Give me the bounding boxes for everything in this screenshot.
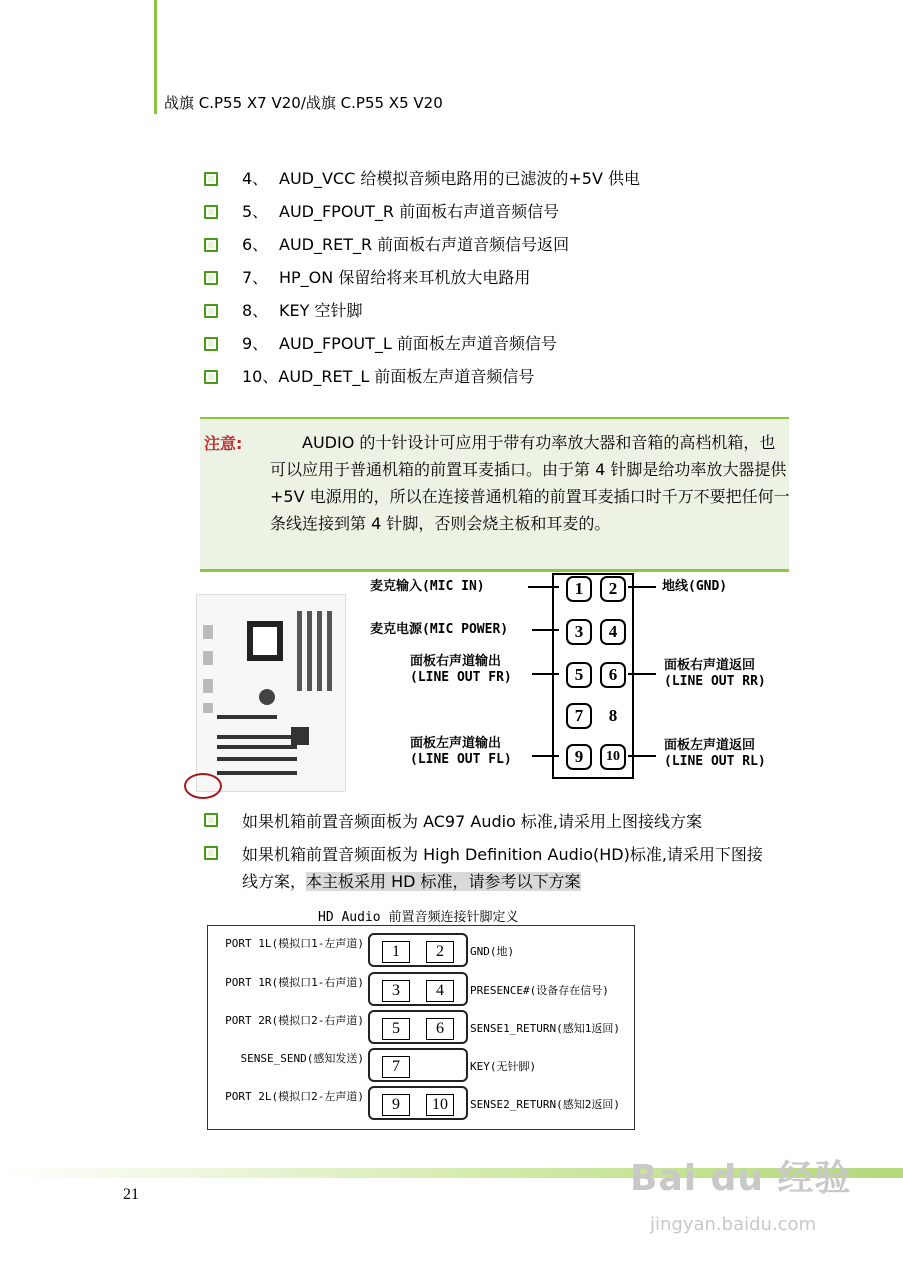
row-right-label: SENSE1_RETURN(感知1返回) — [470, 1022, 620, 1035]
label-line-out-rl-en: (LINE OUT RL) — [664, 754, 766, 769]
checkbox-bullet-icon — [204, 813, 218, 827]
row-left-label: PORT 2L(模拟口2-左声道) — [225, 1090, 364, 1103]
pin-3: 3 — [566, 619, 592, 645]
pin-cell: 7 — [382, 1056, 410, 1078]
page-number: 21 — [123, 1186, 139, 1203]
item-text: AUD_FPOUT_L 前面板左声道音频信号 — [279, 334, 557, 353]
pin-box — [368, 972, 468, 1006]
pin-box — [368, 1048, 468, 1082]
row-right-label: SENSE2_RETURN(感知2返回) — [470, 1098, 620, 1111]
pin-4: 4 — [600, 619, 626, 645]
pin-9: 9 — [566, 744, 592, 770]
item-number: 6、 — [242, 235, 269, 254]
pin-box — [368, 1086, 468, 1120]
item-number: 7、 — [242, 268, 269, 287]
table-row — [208, 1082, 634, 1118]
item-number-and-text: 10、AUD_RET_L 前面板左声道音频信号 — [242, 367, 535, 386]
pin-cell: 1 — [382, 941, 410, 963]
hd-pin-table — [207, 925, 635, 1130]
checkbox-bullet-icon — [204, 370, 218, 384]
item-text: AUD_VCC 给模拟音频电路用的已滤波的+5V 供电 — [279, 169, 640, 188]
label-line-out-fr-en: (LINE OUT FR) — [410, 670, 512, 685]
row-left-label: PORT 1L(模拟口1-左声道) — [225, 937, 364, 950]
item-text: HP_ON 保留给将来耳机放大电路用 — [279, 268, 531, 287]
pin-cell: 5 — [382, 1018, 410, 1040]
checkbox-bullet-icon — [204, 238, 218, 252]
note-body: AUDIO 的十针设计可应用于带有功率放大器和音箱的高档机箱，也可以应用于普通机箱的前置耳麦插口。由于第 4 针脚是给功率放大器提供+5V 电源用的，所以在连接普通机箱的前置耳麦插口时千万不要把任何一条线连接到第 4 针脚，否则会烧主板和耳麦的。 — [270, 433, 790, 533]
label-line-out-rr-en: (LINE OUT RR) — [664, 674, 766, 689]
item-number: 9、 — [242, 334, 269, 353]
row-left-label: SENSE_SEND(感知发送) — [240, 1052, 364, 1065]
audio-header-highlight-circle — [184, 773, 222, 799]
pin-5: 5 — [566, 662, 592, 688]
table-row — [208, 1044, 634, 1080]
item-text: AUD_RET_R 前面板右声道音频信号返回 — [279, 235, 570, 254]
pin-box — [368, 933, 468, 967]
label-line-out-rl-cn: 面板左声道返回 — [664, 738, 756, 753]
pin-cell: 10 — [426, 1094, 454, 1116]
pin-6: 6 — [600, 662, 626, 688]
label-line-out-fl-cn: 面板左声道输出 — [410, 736, 502, 751]
item-number: 8、 — [242, 301, 269, 320]
pin-7: 7 — [566, 703, 592, 729]
checkbox-bullet-icon — [204, 205, 218, 219]
label-mic-power: 麦克电源(MIC POWER) — [370, 622, 509, 637]
hd-table-title: HD Audio 前置音频连接针脚定义 — [318, 910, 519, 925]
bullet-ac97-text: 如果机箱前置音频面板为 AC97 Audio 标准,请采用上图接线方案 — [242, 812, 703, 831]
motherboard-image — [196, 594, 346, 792]
header-accent-line — [154, 0, 157, 114]
row-left-label: PORT 1R(模拟口1-右声道) — [225, 976, 364, 989]
item-number: 5、 — [242, 202, 269, 221]
ac97-pin-diagram — [356, 570, 806, 790]
page-header-title: 战旗 C.P55 X7 V20/战旗 C.P55 X5 V20 — [164, 94, 443, 112]
pin-cell: 6 — [426, 1018, 454, 1040]
watermark-url: jingyan.baidu.com — [650, 1214, 817, 1235]
baidu-watermark — [630, 1150, 852, 1235]
item-number: 4、 — [242, 169, 269, 188]
pin-cell: 4 — [426, 980, 454, 1002]
motherboard-drawing — [197, 595, 345, 791]
pin-8: 8 — [608, 706, 618, 725]
item-text: KEY 空针脚 — [279, 301, 363, 320]
item-text: AUD_FPOUT_R 前面板右声道音频信号 — [279, 202, 560, 221]
note-label: 注意: — [204, 434, 243, 453]
row-right-label: PRESENCE#(设备存在信号) — [470, 984, 609, 997]
pin-10: 10 — [600, 744, 626, 770]
row-left-label: PORT 2R(模拟口2-右声道) — [225, 1014, 364, 1027]
checkbox-bullet-icon — [204, 271, 218, 285]
pin-cell: 3 — [382, 980, 410, 1002]
label-line-out-fr-cn: 面板右声道输出 — [410, 654, 502, 669]
label-line-out-fl-en: (LINE OUT FL) — [410, 752, 512, 767]
row-right-label: GND(地) — [470, 945, 515, 958]
pin-cell: 2 — [426, 941, 454, 963]
standard-bullets — [204, 809, 804, 902]
label-mic-in: 麦克输入(MIC IN) — [370, 579, 485, 594]
checkbox-bullet-icon — [204, 172, 218, 186]
pin-cell: 9 — [382, 1094, 410, 1116]
label-gnd: 地线(GND) — [662, 579, 728, 594]
list-item — [204, 809, 804, 842]
pin-2: 2 — [600, 576, 626, 602]
bullet-hd-text-line2: 线方案，本主板采用 HD 标准，请参考以下方案 — [242, 872, 581, 891]
hd-standard-highlight: 本主板采用 HD 标准，请参考以下方案 — [306, 872, 581, 891]
checkbox-bullet-icon — [204, 337, 218, 351]
pin-box — [368, 1010, 468, 1044]
checkbox-bullet-icon — [204, 304, 218, 318]
list-item — [204, 842, 804, 902]
bullet-hd-text: 如果机箱前置音频面板为 High Definition Audio(HD)标准,请采用下图接 — [242, 845, 763, 864]
warning-note-box — [200, 417, 789, 572]
pin-1: 1 — [566, 576, 592, 602]
watermark-brand: Bai du 经验 — [630, 1158, 852, 1199]
table-row — [208, 1006, 634, 1042]
checkbox-bullet-icon — [204, 846, 218, 860]
table-row — [208, 968, 634, 1004]
table-row — [208, 929, 634, 965]
label-line-out-rr-cn: 面板右声道返回 — [664, 658, 756, 673]
row-right-label: KEY(无针脚) — [470, 1060, 537, 1073]
